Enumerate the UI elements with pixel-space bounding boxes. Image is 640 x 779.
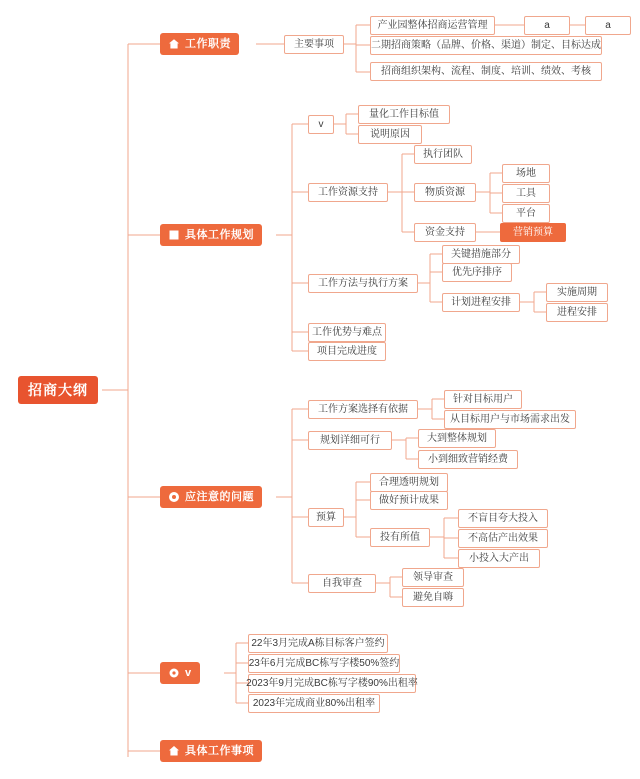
node-leader-review[interactable]: 领导审查 [402, 568, 464, 587]
gear-icon [168, 491, 180, 503]
node-fund-support[interactable]: 资金支持 [414, 223, 476, 242]
branch-node-work-duties[interactable] [160, 33, 239, 55]
square-icon [168, 229, 180, 241]
branch-node-work-items[interactable] [160, 740, 262, 762]
node-milestone-3[interactable]: 2023年9月完成BC栋写字楼90%出租率 [248, 674, 416, 693]
node-self-review[interactable]: 自我审查 [308, 574, 376, 593]
flag-icon [168, 745, 180, 757]
node-worth-investment[interactable]: 投有所值 [370, 528, 430, 547]
branch-label: 工作职责 [185, 37, 231, 50]
node-milestone-2[interactable]: 23年6月完成BC栋写字楼50%签约 [248, 654, 400, 673]
node-avoid-self-hype[interactable]: 避免自嗨 [402, 588, 464, 607]
node-no-exaggerate-input[interactable]: 不盲目夸大投入 [458, 509, 548, 528]
branch-label: 应注意的问题 [185, 490, 254, 503]
node-quantified-target[interactable]: 量化工作目标值 [358, 105, 450, 124]
node-milestone-4[interactable]: 2023年完成商业80%出租率 [248, 694, 380, 713]
branch-label: 具体工作事项 [185, 744, 254, 757]
node-park-operation[interactable]: 产业园整体招商运营管理 [370, 16, 495, 35]
node-schedule-plan[interactable]: 计划进程安排 [442, 293, 520, 312]
node-exec-team[interactable]: 执行团队 [414, 145, 472, 164]
node-explain-reason[interactable]: 说明原因 [358, 125, 422, 144]
node-expected-results[interactable]: 做好预计成果 [370, 491, 448, 510]
node-v-quantify[interactable]: v [308, 115, 334, 134]
node-a-2[interactable]: a [585, 16, 631, 35]
node-milestone-1[interactable]: 22年3月完成A栋目标客户签约 [248, 634, 388, 653]
node-phase2-strategy[interactable]: 二期招商策略（品牌、价格、渠道）制定、目标达成 [370, 36, 602, 55]
node-advantages-difficulties[interactable]: 工作优势与难点 [308, 323, 386, 342]
node-priority-order[interactable]: 优先序排序 [442, 263, 512, 282]
node-marketing-budget[interactable]: 营销预算 [500, 223, 566, 242]
node-reasonable-transparent[interactable]: 合理透明规划 [370, 473, 448, 492]
node-a-1[interactable]: a [524, 16, 570, 35]
branch-label: 具体工作规划 [185, 228, 254, 241]
node-detailed-marketing-cost[interactable]: 小到细致营销经费 [418, 450, 518, 469]
node-small-input-big-output[interactable]: 小投入大产出 [458, 549, 540, 568]
node-detailed-feasible[interactable]: 规划详细可行 [308, 431, 392, 450]
node-org-structure[interactable]: 招商组织架构、流程、制度、培训、绩效、考核 [370, 62, 602, 81]
node-user-market-demand[interactable]: 从目标用户与市场需求出发 [444, 410, 576, 429]
node-main-items[interactable]: 主要事项 [284, 35, 344, 54]
home-icon [168, 38, 180, 50]
root-node[interactable]: 招商大纲 [18, 376, 98, 404]
branch-node-milestones[interactable] [160, 662, 200, 684]
node-budget[interactable]: 预算 [308, 508, 344, 527]
node-target-user[interactable]: 针对目标用户 [444, 390, 522, 409]
node-overall-plan[interactable]: 大到整体规划 [418, 429, 496, 448]
node-progress-arrangement[interactable]: 进程安排 [546, 303, 608, 322]
node-implementation-cycle[interactable]: 实施周期 [546, 283, 608, 302]
branch-label: v [185, 666, 192, 679]
branch-node-work-plan[interactable] [160, 224, 262, 246]
node-method-and-plan[interactable]: 工作方法与执行方案 [308, 274, 418, 293]
node-platform[interactable]: 平台 [502, 204, 550, 223]
node-no-overestimate-output[interactable]: 不高估产出效果 [458, 529, 548, 548]
node-material-resource[interactable]: 物质资源 [414, 183, 476, 202]
branch-node-attention-issues[interactable] [160, 486, 262, 508]
dot-icon [168, 667, 180, 679]
node-project-progress[interactable]: 项目完成进度 [308, 342, 386, 361]
node-plan-basis[interactable]: 工作方案选择有依据 [308, 400, 418, 419]
node-key-measures[interactable]: 关键措施部分 [442, 245, 520, 264]
node-venue[interactable]: 场地 [502, 164, 550, 183]
node-tools[interactable]: 工具 [502, 184, 550, 203]
node-resource-support[interactable]: 工作资源支持 [308, 183, 388, 202]
